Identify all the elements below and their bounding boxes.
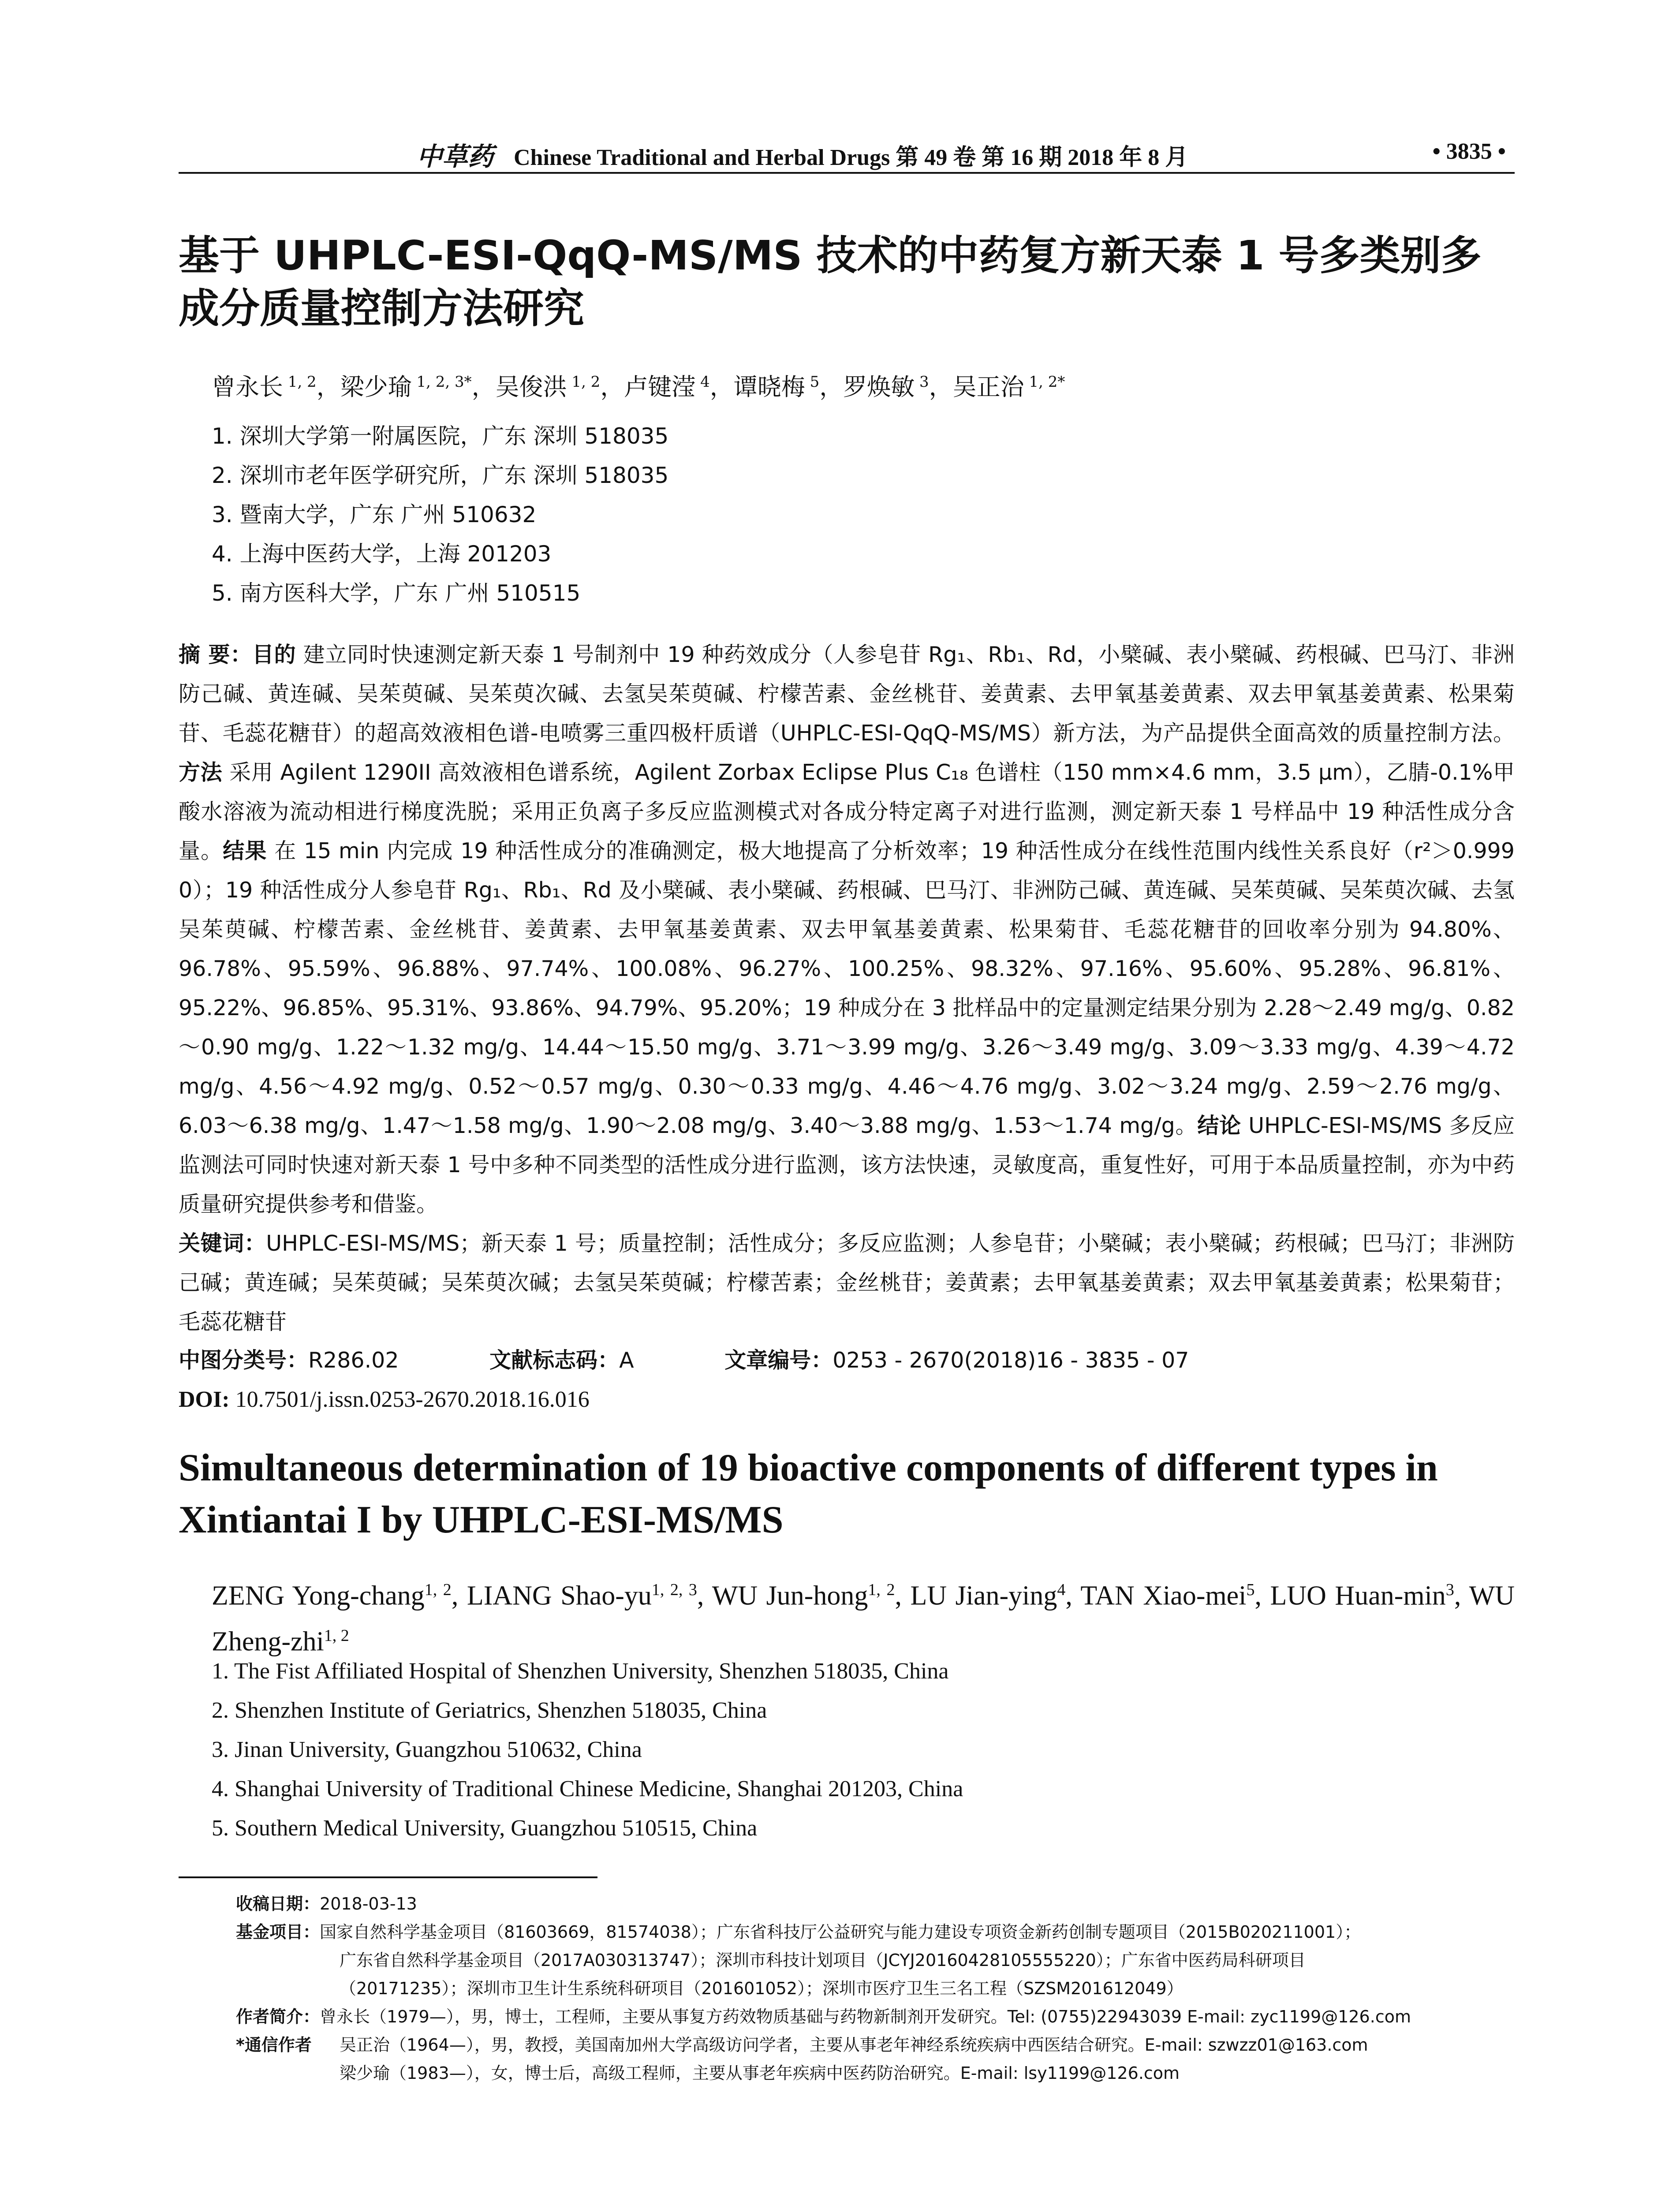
- bio-label: 作者简介：: [236, 2007, 320, 2026]
- bio-text: 曾永长（1979—），男，博士，工程师，主要从事复方药效物质基础与药物新制剂开发研究。Tel: (0755)22943039 E-mail: zyc1199@126.com: [320, 2007, 1411, 2026]
- keywords: [179, 1224, 1515, 1342]
- author-name: 梁少瑜: [340, 373, 412, 401]
- author-name: LUO Huan-min: [1270, 1581, 1446, 1611]
- page-number: • 3835 •: [1432, 139, 1506, 164]
- fund-label: 基金项目：: [236, 1922, 320, 1942]
- author-name: 卢键滢: [624, 373, 696, 401]
- english-title: Simultaneous determination of 19 bioactive components of different types in Xintiantai I by UHPLC-ESI-MS/MS: [179, 1446, 1438, 1541]
- footnotes: [236, 1890, 1515, 2087]
- corr-line: 梁少瑜（1983—），女，博士后，高级工程师，主要从事老年疾病中医药防治研究。E-mail: lsy1199@126.com: [340, 2063, 1180, 2083]
- affiliation-item: 2. Shenzhen Institute of Geriatrics, Shenzhen 518035, China: [212, 1698, 767, 1723]
- received-label: 收稿日期：: [236, 1894, 320, 1913]
- author-affiliation-mark: 1, 2: [283, 373, 317, 391]
- keywords-label: 关键词：: [179, 1231, 266, 1256]
- author-bio: [236, 2003, 1515, 2031]
- affiliation-item: 4. Shanghai University of Traditional Chinese Medicine, Shanghai 201203, China: [212, 1776, 963, 1801]
- journal-logo: 中草药: [417, 142, 494, 172]
- chinese-affiliation-list: [212, 417, 668, 613]
- doc-code-value: A: [619, 1348, 634, 1373]
- doc-code-label: 文献标志码：: [489, 1348, 620, 1373]
- clc-label: 中图分类号：: [179, 1348, 309, 1373]
- author-name: 吴俊洪: [495, 373, 567, 401]
- affiliation-item: 1. The Fist Affiliated Hospital of Shenzhen University, Shenzhen 518035, China: [212, 1659, 949, 1684]
- author-affiliation-mark: 1, 2: [424, 1581, 452, 1599]
- author-affiliation-mark: 1, 2*: [1024, 373, 1065, 391]
- author-affiliation-mark: 3: [915, 373, 929, 391]
- affiliation-item: 4. 上海中医药大学，上海 201203: [212, 541, 552, 567]
- author-affiliation-mark: 5: [805, 373, 820, 391]
- method-text: 采用 Agilent 1290II 高效液相色谱系统，Agilent Zorbax Eclipse Plus C₁₈ 色谱柱（150 mm×4.6 mm，3.5 μm），乙腈-0.1%甲酸水溶液为流动相进行梯度洗脱；采用正负离子多反应监测模式对各成分特定离子对进行监测，测定新天泰 1 号样品中 19 种活性成分含量。: [179, 760, 1515, 863]
- abstract-label: 摘 要：: [179, 642, 252, 667]
- doi-label: DOI:: [179, 1387, 230, 1412]
- chinese-author-list: 曾永长 $^{1, 2}$，梁少瑜 $^{1, 2, 3*}$，吴俊洪 $^{1, 2}$，卢键滢 $^4$，谭晓梅 $^5$，罗焕敏 $^3$，吴正治 $^{1, 2*}$: [212, 373, 1065, 401]
- english-author-list: ZENG Yong-chang$^{1, 2}$, LIANG Shao-yu$^{1, 2, 3}$, WU Jun-hong$^{1, 2}$, LU Jian-ying$^4$, TAN Xiao-mei$^5$, LUO Huan-$\min^3$, WU Zheng-zhi$^{1, 2}$: [212, 1581, 1515, 1657]
- author-name: 曾永长: [212, 373, 283, 401]
- article-number-label: 文章编号：: [724, 1348, 833, 1373]
- article-number-value: 0253 - 2670(2018)16 - 3835 - 07: [833, 1348, 1189, 1373]
- objective-text: 建立同时快速测定新天泰 1 号制剂中 19 种药效成分（人参皂苷 Rg₁、Rb₁、Rd，小檗碱、表小檗碱、药根碱、巴马汀、非洲防己碱、黄连碱、吴茱萸碱、吴茱萸次碱、去氢吴茱萸碱、柠檬苦素、金丝桃苷、姜黄素、去甲氧基姜黄素、双去甲氧基姜黄素、松果菊苷、毛蕊花糖苷）的超高效液相色谱-电喷雾三重四极杆质谱（UHPLC-ESI-QqQ-MS/MS）新方法，为产品提供全面高效的质量控制方法。: [179, 642, 1515, 746]
- affiliation-item: 5. 南方医科大学，广东 广州 510515: [212, 580, 581, 606]
- header-rule: [179, 172, 1515, 174]
- fund-line: 国家自然科学基金项目（81603669，81574038）；广东省科技厅公益研究与能力建设专项资金新药创制专题项目（2015B020211001）；: [320, 1922, 1361, 1942]
- author-name: ZENG Yong-chang: [212, 1581, 425, 1611]
- author-name: TAN Xiao-mei: [1080, 1581, 1247, 1611]
- conclusion-text: UHPLC-ESI-MS/MS 多反应监测法可同时快速对新天泰 1 号中多种不同类型的活性成分进行监测，该方法快速，灵敏度高，重复性好，可用于本品质量控制，亦为中药质量研究提供参考和借鉴。: [179, 1113, 1515, 1217]
- result-label: 结果: [223, 838, 267, 863]
- affiliation-item: 3. 暨南大学，广东 广州 510632: [212, 502, 537, 527]
- author-name: WU Jun-hong: [712, 1581, 868, 1611]
- conclusion-label: 结论: [1197, 1113, 1241, 1138]
- affiliation-item: 5. Southern Medical University, Guangzhou 510515, China: [212, 1816, 758, 1841]
- author-affiliation-mark: 1, 2: [567, 373, 601, 391]
- doi-value[interactable]: 10.7501/j.issn.0253-2670.2018.16.016: [229, 1387, 590, 1412]
- author-name: 罗焕敏: [843, 373, 915, 401]
- journal-citation: Chinese Traditional and Herbal Drugs 第 49 卷 第 16 期 2018 年 8 月: [514, 145, 1188, 170]
- author-affiliation-mark: 3: [1445, 1581, 1454, 1599]
- received-value: 2018-03-13: [320, 1894, 417, 1913]
- author-affiliation-mark: 1, 2: [868, 1581, 895, 1599]
- author-affiliation-mark: 4: [1057, 1581, 1066, 1599]
- affiliation-item: 2. 深圳市老年医学研究所，广东 深圳 518035: [212, 463, 669, 488]
- author-name: WU Zheng-zhi: [212, 1581, 1515, 1657]
- keywords-text: UHPLC-ESI-MS/MS；新天泰 1 号；质量控制；活性成分；多反应监测；人参皂苷；小檗碱；表小檗碱；药根碱；巴马汀；非洲防己碱；黄连碱；吴茱萸碱；吴茱萸次碱；去氢吴茱萸碱；柠檬苦素；金丝桃苷；姜黄素；去甲氧基姜黄素；双去甲氧基姜黄素；松果菊苷；毛蕊花糖苷: [179, 1231, 1515, 1334]
- method-label: 方法: [179, 760, 223, 785]
- english-affiliation-list: [212, 1652, 963, 1848]
- doi-row: [179, 1380, 1515, 1419]
- fund-line: 广东省自然科学基金项目（2017A030313747）；深圳市科技计划项目（JCYJ20160428105555220）；广东省中医药局科研项目: [340, 1951, 1306, 1970]
- author-name: LU Jian-ying: [910, 1581, 1057, 1611]
- classification-row: [179, 1341, 1515, 1380]
- author-affiliation-mark: 5: [1246, 1581, 1255, 1599]
- received-date: [236, 1890, 1515, 1918]
- objective-label: 目的: [252, 642, 296, 667]
- classification-block: [179, 1341, 1515, 1419]
- affiliation-item: 1. 深圳大学第一附属医院，广东 深圳 518035: [212, 423, 669, 449]
- author-affiliation-mark: 1, 2, 3: [651, 1581, 697, 1599]
- chinese-abstract: [179, 635, 1515, 1342]
- running-header: [179, 132, 1515, 172]
- corr-label: *通信作者: [236, 2035, 312, 2055]
- author-affiliation-mark: 1, 2, 3*: [411, 373, 472, 391]
- clc-value: R286.02: [308, 1348, 399, 1373]
- author-affiliation-mark: 4: [695, 373, 710, 391]
- fund-row: [236, 1918, 1515, 1946]
- affiliation-item: 3. Jinan University, Guangzhou 510632, China: [212, 1737, 642, 1762]
- author-name: 谭晓梅: [733, 373, 805, 401]
- author-affiliation-mark: 1, 2: [324, 1626, 349, 1645]
- author-name: 吴正治: [952, 373, 1024, 401]
- footnote-rule: [179, 1876, 597, 1878]
- author-name: LIANG Shao-yu: [467, 1581, 652, 1611]
- result-text: 在 15 min 内完成 19 种活性成分的准确测定，极大地提高了分析效率；19 种活性成分在线性范围内线性关系良好（r²＞0.999 0）；19 种活性成分人参皂苷 Rg₁、Rb₁、Rd 及小檗碱、表小檗碱、药根碱、巴马汀、非洲防己碱、黄连碱、吴茱萸碱、吴茱萸次碱、去氢吴茱萸碱、柠檬苦素、金丝桃苷、姜黄素、去甲氧基姜黄素、双去甲氧基姜黄素、松果菊苷、毛蕊花糖苷的回收率分别为 94.80%、96.78%、95.59%、96.88%、97.74%、100.08%、96.27%、100.25%、98.32%、97.16%、95.60%、95.28%、96.81%、95.22%、96.85%、95.31%、93.86%、94.79%、95.20%；19 种成分在 3 批样品中的定量测定结果分别为 2.28～2.49 mg/g、0.82～0.90 mg/g、1.22～1.32 mg/g、14.44～15.50 mg/g、3.71～3.99 mg/g、3.26～3.49 mg/g、3.09～3.33 mg/g、4.39～4.72 mg/g、4.56～4.92 mg/g、0.52～0.57 mg/g、0.30～0.33 mg/g、4.46～4.76 mg/g、3.02～3.24 mg/g、2.59～2.76 mg/g、6.03～6.38 mg/g、1.47～1.58 mg/g、1.90～2.08 mg/g、3.40～3.88 mg/g、1.53～1.74 mg/g。: [179, 838, 1515, 1138]
- corr-line: 吴正治（1964—），男，教授，美国南加州大学高级访问学者，主要从事老年神经系统疾病中西医结合研究。E-mail: szwzz01@163.com: [340, 2035, 1368, 2055]
- chinese-title: 基于 UHPLC-ESI-QqQ-MS/MS 技术的中药复方新天泰 1 号多类别多成分质量控制方法研究: [179, 232, 1482, 332]
- corresponding-author: [236, 2031, 1515, 2059]
- fund-line: （20171235）；深圳市卫生计生系统科研项目（201601052）；深圳市医疗卫生三名工程（SZSM201612049）: [340, 1979, 1183, 1998]
